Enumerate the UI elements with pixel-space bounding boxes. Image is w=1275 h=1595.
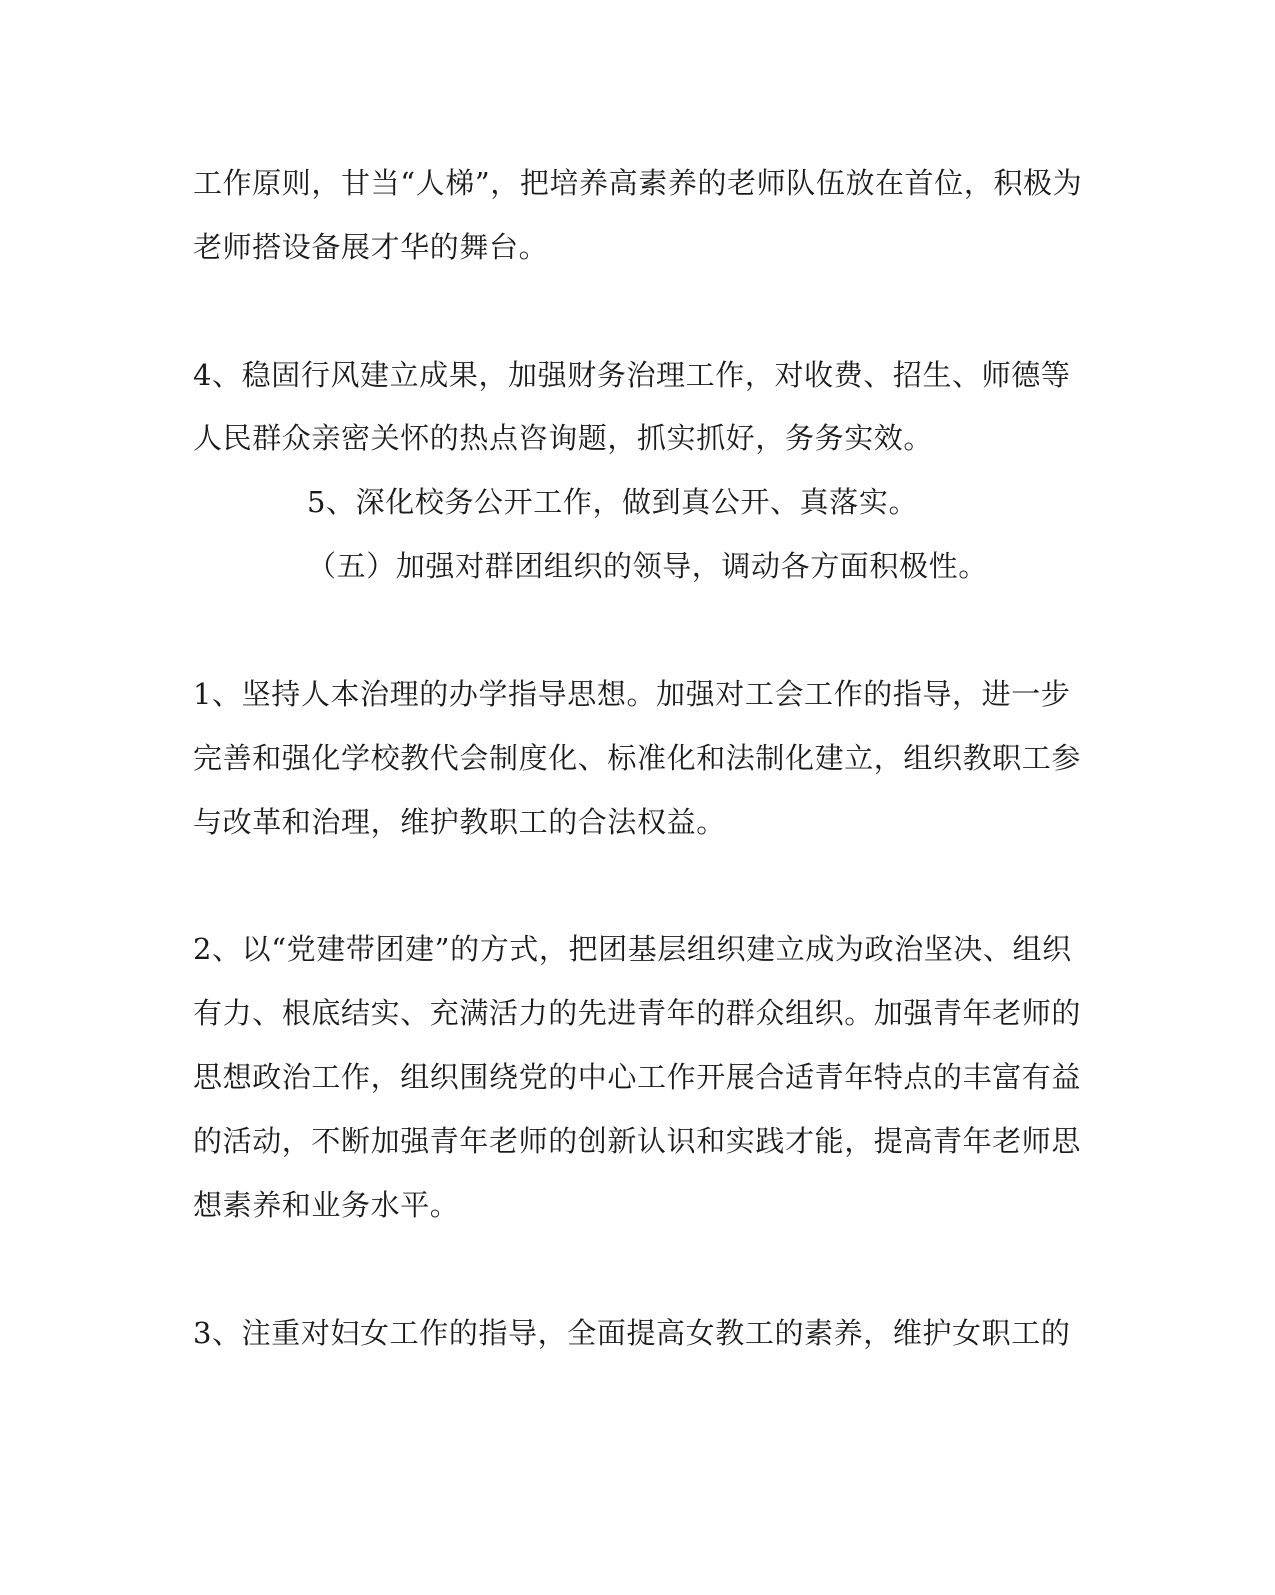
text-line: 4、稳固行风建立成果，加强财务治理工作，对收费、招生、师德等	[193, 358, 1071, 392]
section-heading: （五）加强对群团组织的领导，调动各方面积极性。	[307, 549, 988, 583]
text-line: 思想政治工作，组织围绕党的中心工作开展合适青年特点的丰富有益	[193, 1060, 1082, 1094]
text-line: 人民群众亲密关怀的热点咨询题，抓实抓好，务务实效。	[193, 421, 934, 455]
text-line: 的活动，不断加强青年老师的创新认识和实践才能，提高青年老师思	[193, 1124, 1082, 1158]
text-line: 有力、根底结实、充满活力的先进青年的群众组织。加强青年老师的	[193, 996, 1082, 1030]
text-line: 与改革和治理，维护教职工的合法权益。	[193, 805, 726, 839]
text-line: 老师搭设备展才华的舞台。	[193, 230, 549, 264]
text-line: 5、深化校务公开工作，做到真公开、真落实。	[307, 485, 919, 519]
text-line: 2、以“党建带团建”的方式，把团基层组织建立成为政治坚决、组织	[193, 932, 1072, 966]
text-line: 想素养和业务水平。	[193, 1188, 460, 1222]
text-line: 工作原则，甘当“人梯”，把培养高素养的老师队伍放在首位，积极为	[193, 166, 1083, 200]
text-line: 完善和强化学校教代会制度化、标准化和法制化建立，组织教职工参	[193, 741, 1082, 775]
text-line: 3、注重对妇女工作的指导，全面提高女教工的素养，维护女职工的	[193, 1316, 1071, 1350]
text-line: 1、坚持人本治理的办学指导思想。加强对工会工作的指导，进一步	[193, 677, 1071, 711]
